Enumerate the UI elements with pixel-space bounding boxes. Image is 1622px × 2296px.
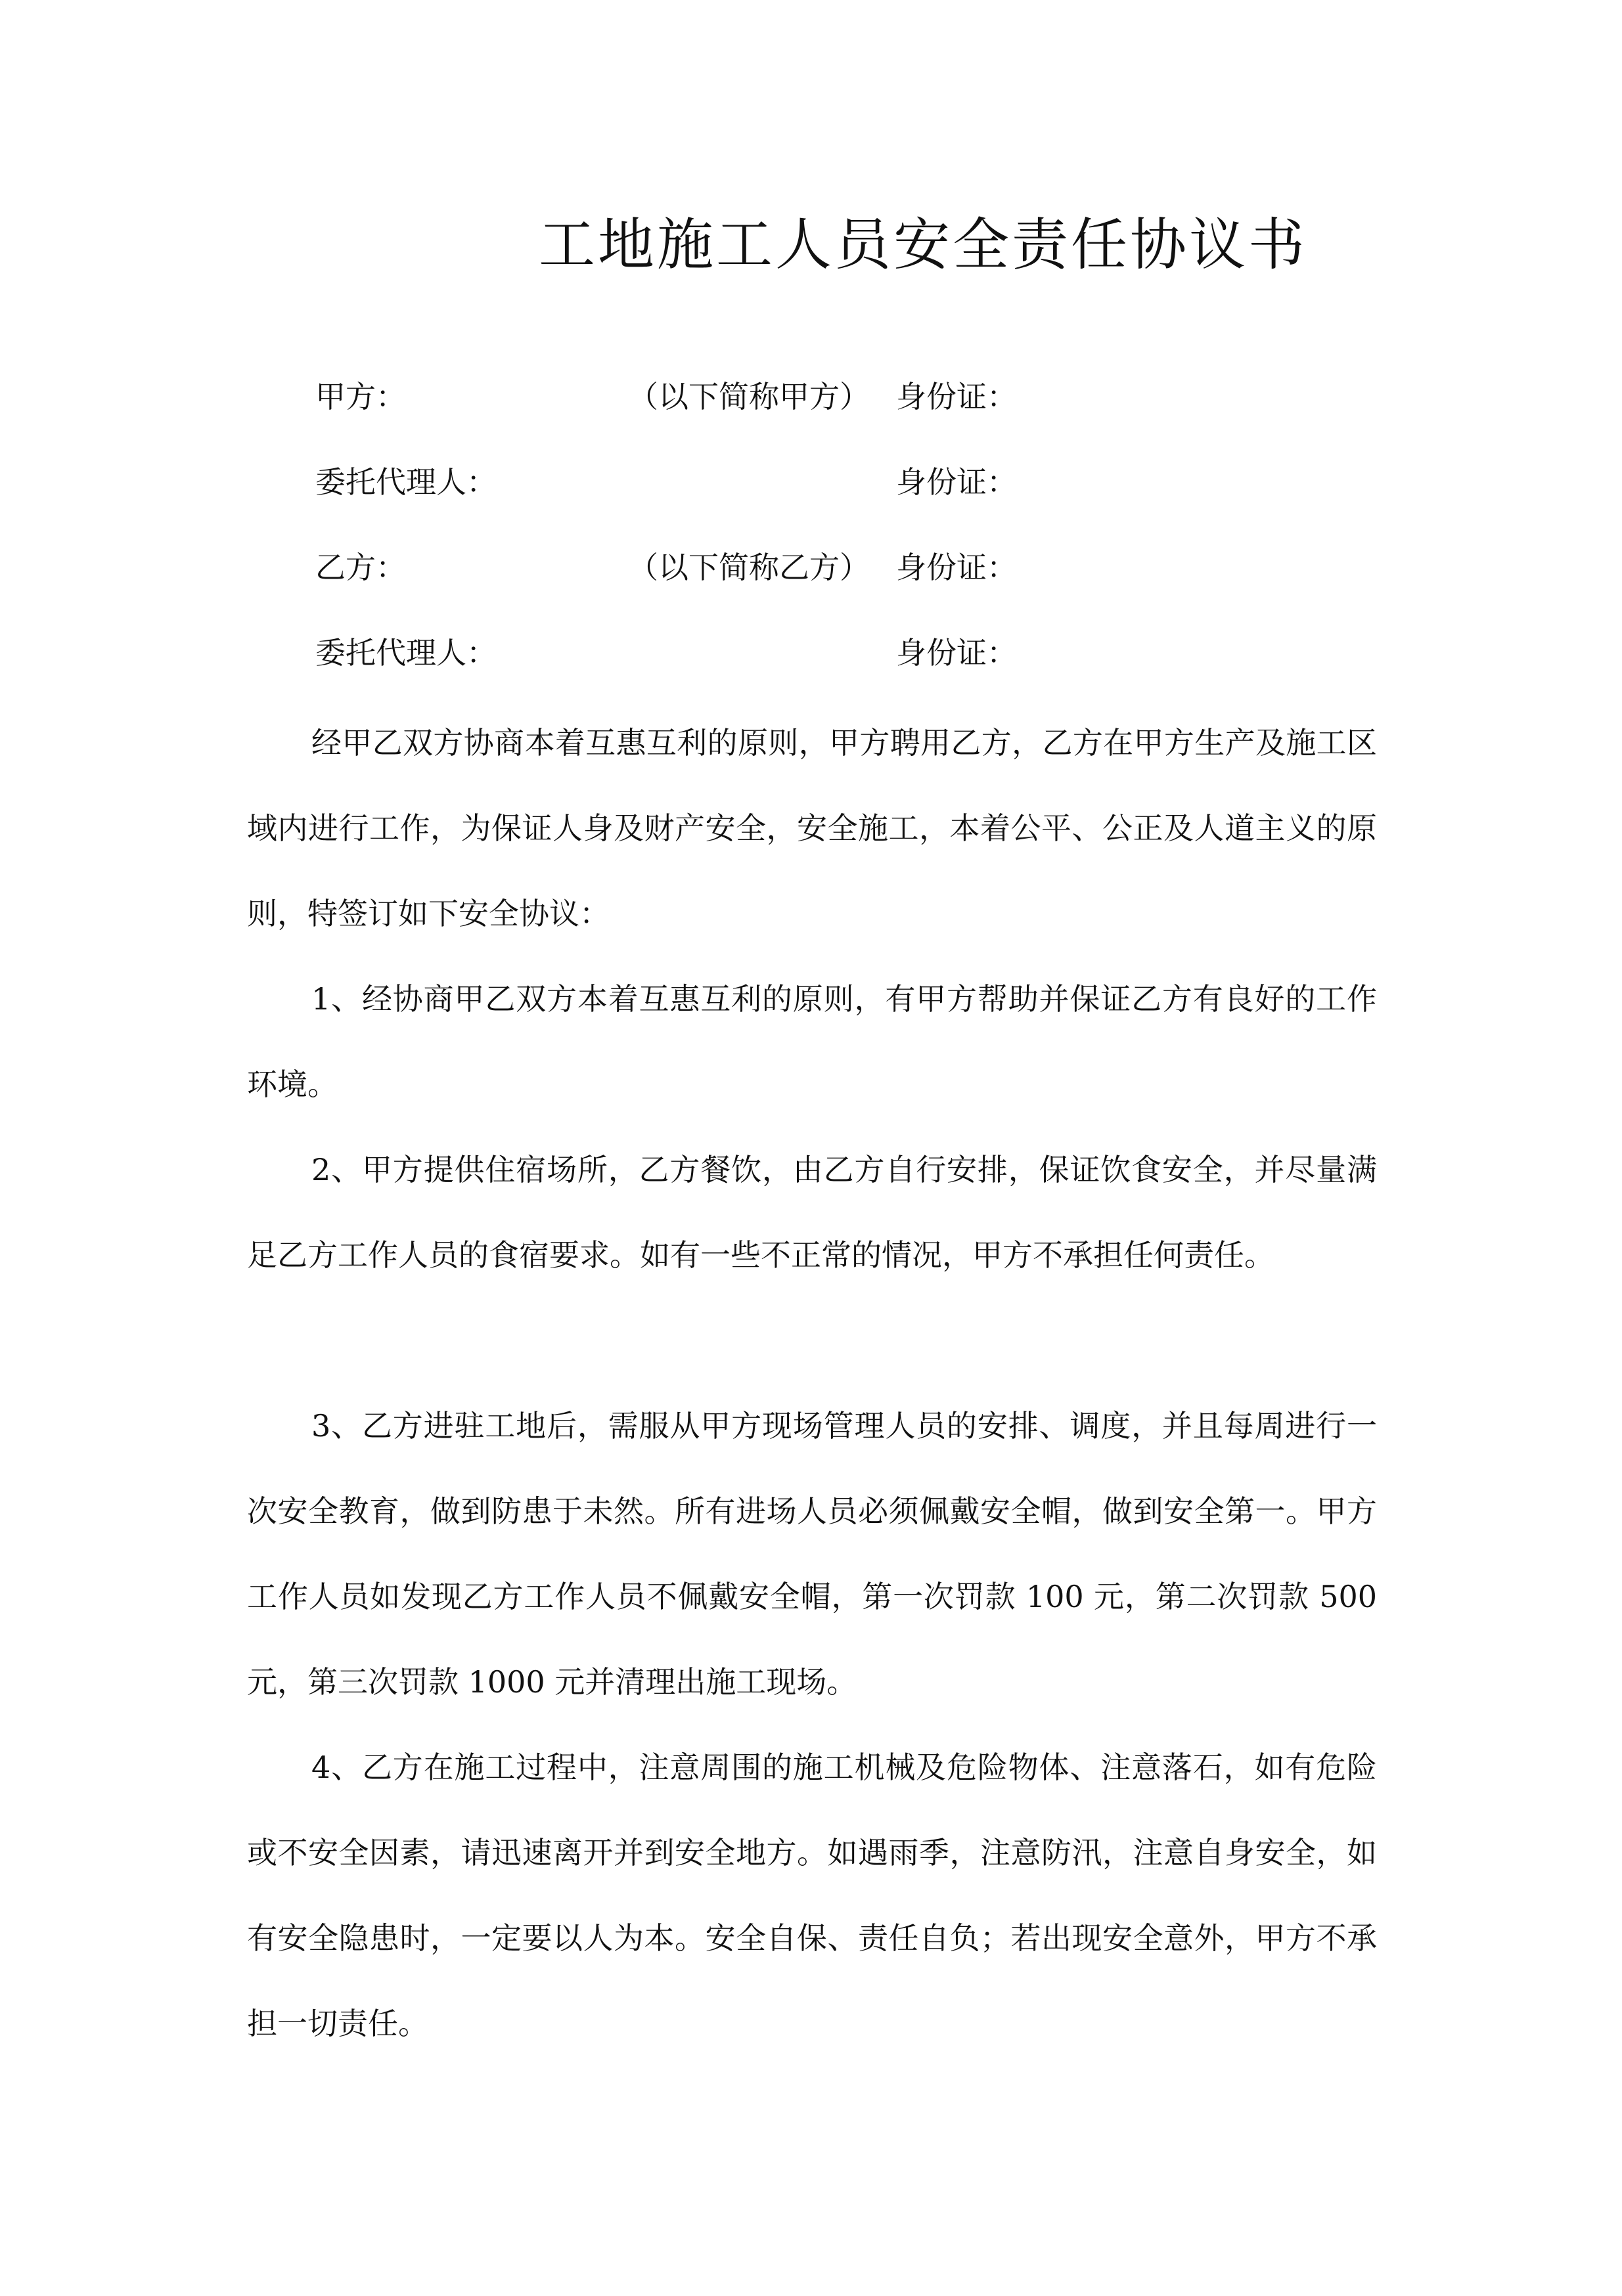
party-label: 委托代理人：: [315, 464, 497, 500]
document-title: 工地施工人员安全责任协议书: [539, 212, 1307, 278]
clause-4: 4、乙方在施工过程中，注意周围的施工机械及危险物体、注意落石，如有危险或不安全因素，请迅速离开并到安全地方。如遇雨季，注意防汛，注意自身安全，如有安全隐患时，一定要以人为本。安全自保、责任自负；若出现安全意外，甲方不承担一切责任。: [247, 1750, 1377, 2041]
id-label: 身份证：: [896, 635, 1017, 671]
party-label: 委托代理人：: [315, 635, 497, 671]
intro-paragraph: 经甲乙双方协商本着互惠互利的原则，甲方聘用乙方，乙方在甲方生产及施工区域内进行工作，为保证人身及财产安全，安全施工，本着公平、公正及人道主义的原则，特签订如下安全协议：: [247, 725, 1377, 931]
party-note: （以下简称乙方）: [628, 550, 870, 585]
clause-1: 1、经协商甲乙双方本着互惠互利的原则，有甲方帮助并保证乙方有良好的工作环境。: [247, 981, 1377, 1102]
id-label: 身份证：: [896, 464, 1017, 500]
party-label: 甲方：: [315, 379, 406, 414]
id-label: 身份证：: [896, 550, 1017, 585]
id-label: 身份证：: [896, 379, 1017, 414]
clause-3: 3、乙方进驻工地后，需服从甲方现场管理人员的安排、调度，并且每周进行一次安全教育，做到防患于未然。所有进场人员必须佩戴安全帽，做到安全第一。甲方工作人员如发现乙方工作人员不佩戴安全帽，第一次罚款 100 元，第二次罚款 500 元，第三次罚款 1000 元并清理出施工现场。: [247, 1408, 1377, 1700]
party-note: （以下简称甲方）: [628, 379, 870, 414]
party-label: 乙方：: [315, 550, 406, 585]
clause-2: 2、甲方提供住宿场所，乙方餐饮，由乙方自行安排，保证饮食安全，并尽量满足乙方工作人员的食宿要求。如有一些不正常的情况，甲方不承担任何责任。: [247, 1152, 1377, 1273]
